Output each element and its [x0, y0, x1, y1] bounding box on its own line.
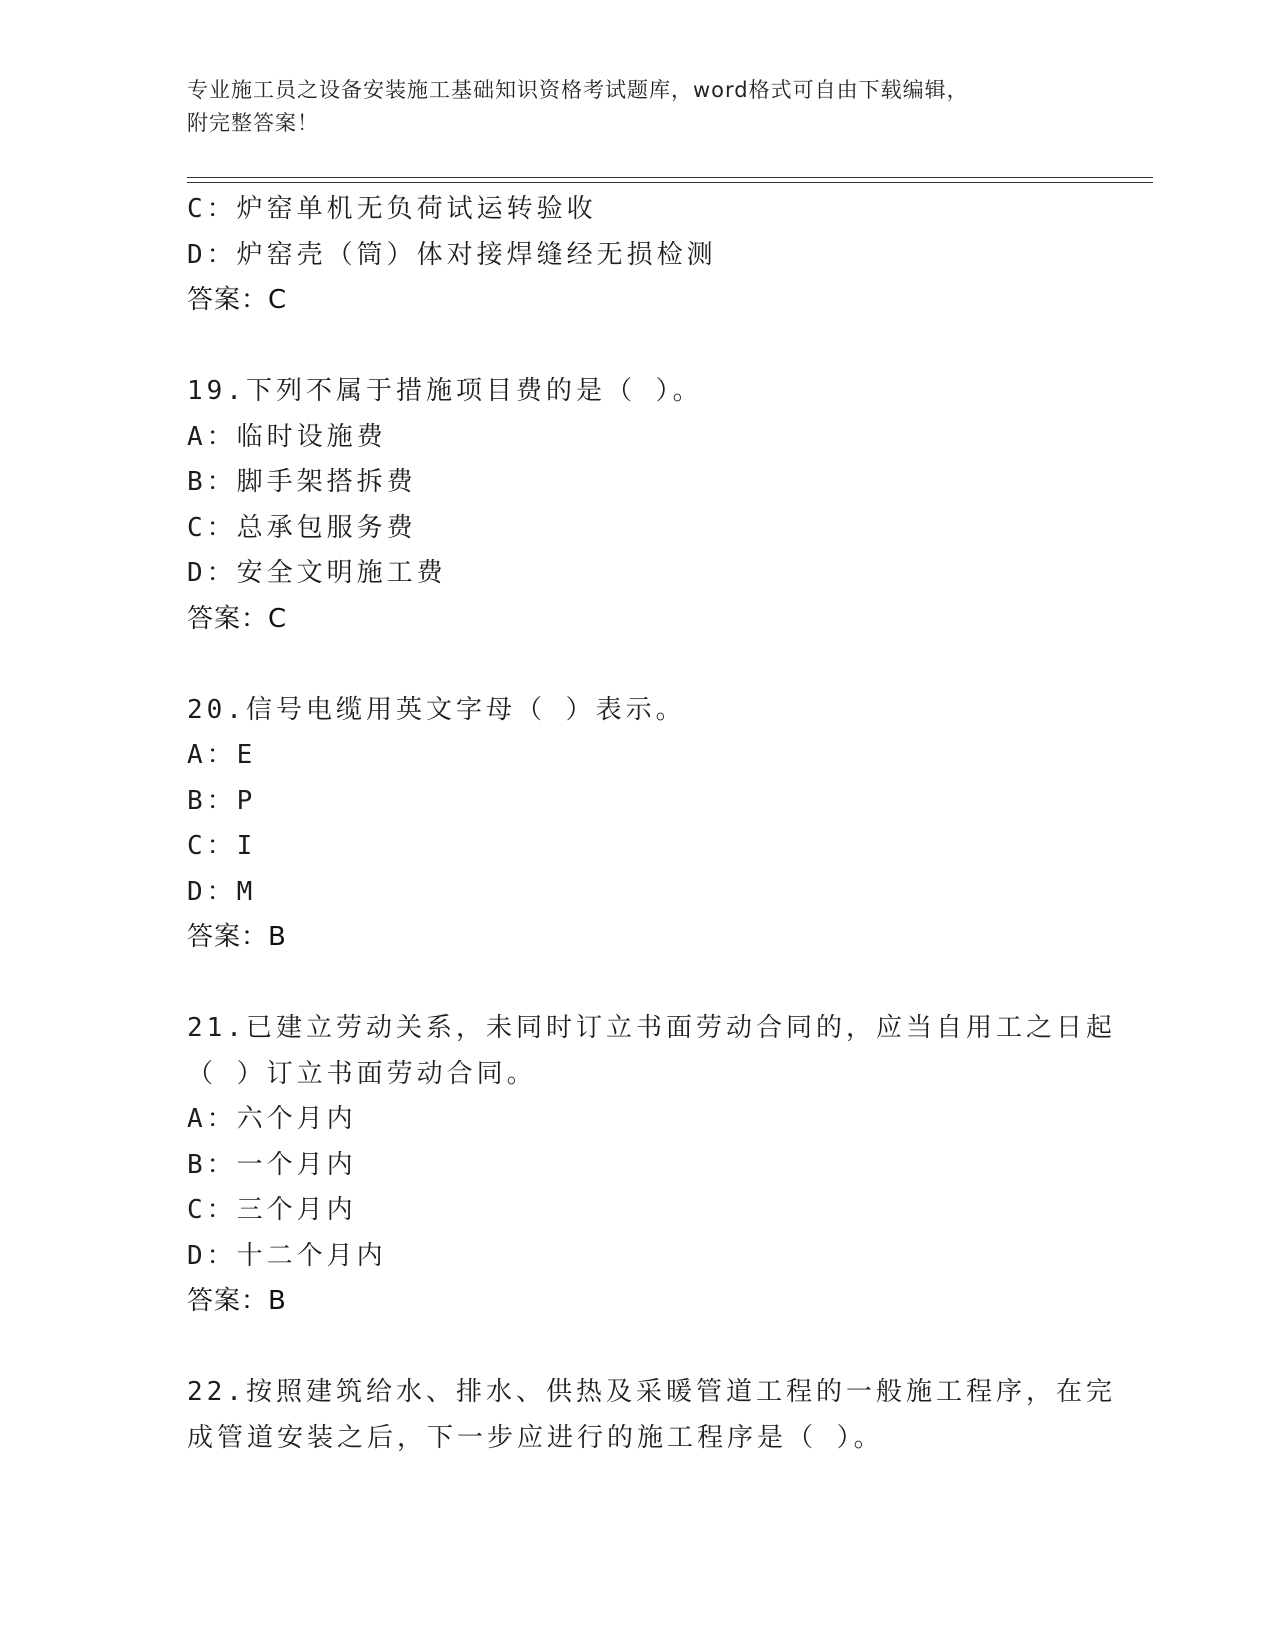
- question-22: [187, 1370, 1137, 1461]
- option-b: B：一个月内: [187, 1149, 357, 1180]
- question-text-line-1: 21.已建立劳动关系，未同时订立书面劳动合同的，应当自用工之日起: [187, 1013, 1116, 1043]
- question-20: [187, 688, 1137, 961]
- answer: 答案：C: [187, 285, 288, 315]
- option-a: A：六个月内: [187, 1104, 357, 1134]
- option-a: A：临时设施费: [187, 421, 387, 452]
- option-c: C：三个月内: [187, 1195, 357, 1225]
- question-text-line-1: 22.按照建筑给水、排水、供热及采暖管道工程的一般施工程序，在完: [187, 1377, 1116, 1407]
- option-c: C：炉窑单机无负荷试运转验收: [187, 194, 597, 224]
- spacer: [187, 324, 1137, 370]
- question-list: [187, 187, 1137, 1461]
- header-line-2: 附完整答案！: [187, 111, 319, 135]
- question-19: [187, 369, 1137, 642]
- option-b: B：P: [187, 785, 257, 816]
- option-d: D：安全文明施工费: [187, 558, 447, 588]
- option-d: D：炉窑壳（筒）体对接焊缝经无损检测: [187, 239, 717, 270]
- option-d: D：M: [187, 876, 257, 907]
- option-c: C：总承包服务费: [187, 512, 417, 543]
- question-18: [187, 187, 1137, 324]
- document-header: [187, 74, 1067, 140]
- spacer: [187, 961, 1137, 1007]
- spacer: [187, 642, 1137, 688]
- header-divider-top: [187, 177, 1153, 178]
- option-a: A：E: [187, 740, 257, 770]
- spacer: [187, 1325, 1137, 1371]
- header-line-1: 专业施工员之设备安装施工基础知识资格考试题库，word格式可自由下载编辑，: [187, 78, 969, 102]
- answer: 答案：B: [187, 922, 287, 952]
- question-text-line-2: （ ）订立书面劳动合同。: [187, 1058, 537, 1089]
- answer: 答案：C: [187, 603, 288, 634]
- question-text-line-2: 成管道安装之后，下一步应进行的施工程序是（ ）。: [187, 1422, 884, 1453]
- option-d: D：十二个月内: [187, 1240, 387, 1271]
- option-c: C：I: [187, 831, 257, 861]
- option-b: B：脚手架搭拆费: [187, 467, 417, 497]
- answer: 答案：B: [187, 1286, 287, 1316]
- question-text: 19.下列不属于措施项目费的是（ ）。: [187, 376, 703, 406]
- question-text: 20.信号电缆用英文字母（ ）表示。: [187, 694, 686, 725]
- header-divider-bottom: [187, 182, 1153, 183]
- question-21: [187, 1006, 1137, 1325]
